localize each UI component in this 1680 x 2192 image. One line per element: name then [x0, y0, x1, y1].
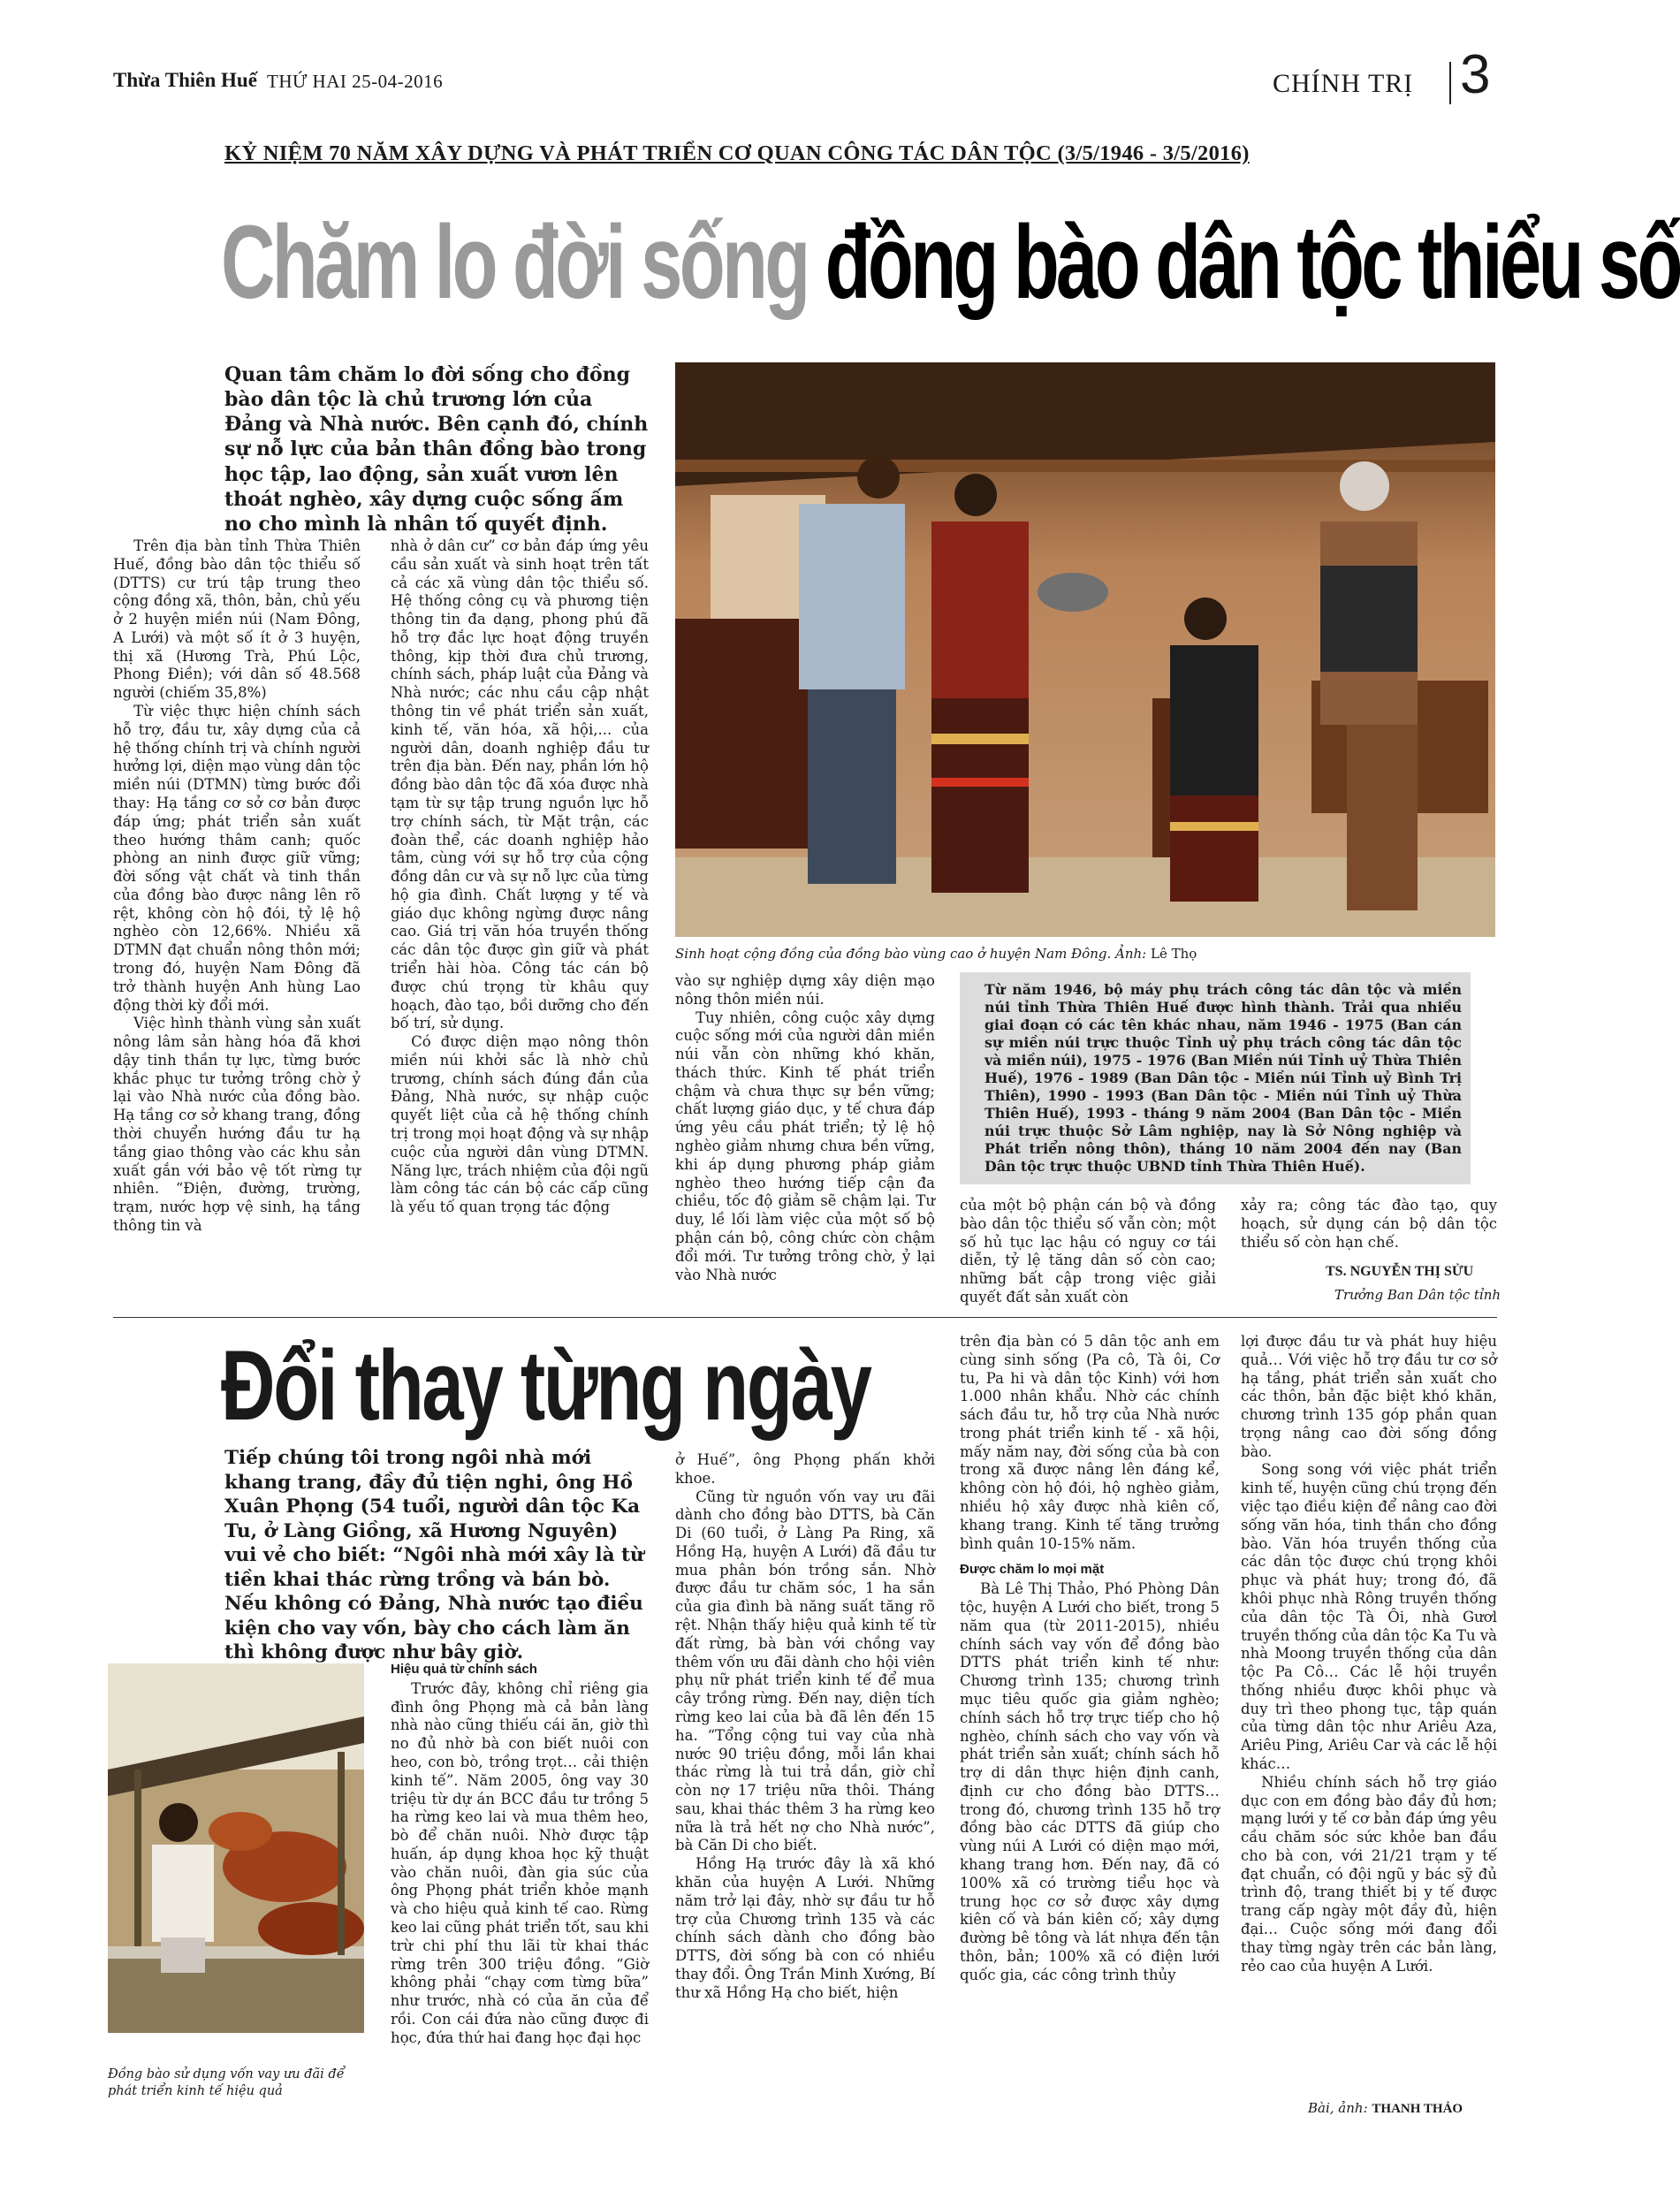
article1-column-3	[675, 972, 935, 1284]
author-title: Trưởng Ban Dân tộc tỉnh	[1334, 1287, 1501, 1303]
headline-part-black: đồng bào dân tộc thiểu số	[825, 204, 1680, 321]
article1-column-5	[1241, 1197, 1497, 1252]
byline-label: Bài, ảnh:	[1308, 2100, 1368, 2116]
paragraph: Hồng Hạ trước đây là xã khó khăn của huyện A Lưới. Những năm trở lại đây, nhờ sự đầu tư hỗ trợ của Chương trình 135 và các chính sách dành cho đồng bào DTTS, đời sống bà con có nhiều thay đổi. Ông Trần Minh Xướng, Bí thư xã Hồng Hạ cho biết, hiện	[675, 1855, 935, 2001]
credit-label: Ảnh:	[1115, 946, 1147, 962]
article2-column-c	[960, 1333, 1220, 1984]
kicker: KỶ NIỆM 70 NĂM XÂY DỰNG VÀ PHÁT TRIỂN CƠ QUAN CÔNG TÁC DÂN TỘC (3/5/1946 - 3/5/2016)	[224, 141, 1250, 165]
article1-headline	[221, 196, 1680, 329]
issue-date: THỨ HAI 25-04-2016	[267, 71, 444, 92]
paragraph: trên địa bàn có 5 dân tộc anh em cùng sinh sống (Pa cô, Tà ôi, Cơ tu, Pa hi và dân tộc Kinh) với hơn 1.000 nhân khẩu. Nhờ các chính sách đầu tư, hỗ trợ của Nhà nước trong phát triển kinh tế - xã hội, mấy năm nay, đời sống của bà con trong xã được nâng lên đáng kể, không còn hộ đói, hộ nghèo giảm, nhiều hộ xây được nhà kiên cố, khang trang. Kinh tế tăng trưởng bình quân 10-15% năm.	[960, 1333, 1220, 1552]
livestock-photo-caption: Đồng bào sử dụng vốn vay ưu đãi để phát triển kinh tế hiệu quả	[108, 2067, 345, 2098]
subhead-hieu-qua: Hiệu quả từ chính sách	[391, 1662, 537, 1677]
paragraph: của một bộ phận cán bộ và đồng bào dân tộc thiểu số vẫn còn; một số hủ tục lạc hậu có nguy cơ tái diễn, tỷ lệ tăng dân số còn cao; những bất cập trong việc giải quyết đất sản xuất còn	[960, 1197, 1216, 1305]
paragraph: vào sự nghiệp dựng xây diện mạo nông thôn miền núi.	[675, 972, 935, 1008]
history-box	[960, 972, 1471, 1184]
credit-name: Lê Thọ	[1151, 946, 1197, 962]
paragraph: Trước đây, không chỉ riêng gia đình ông Phọng mà cả bản làng nhà nào cũng thiếu cái ăn, giờ thì no đủ nhờ bà con biết nuôi con heo, con bò, trồng trọt… cải thiện kinh tế”. Năm 2005, ông vay 30 triệu từ dự án BCC đầu tư trồng 5 ha rừng keo lai và mua thêm heo, bò để chăn nuôi. Nhờ được tập huấn, áp dụng khoa học kỹ thuật vào chăn nuôi, đàn gia súc của ông Phọng phát triển khỏe mạnh và cho hiệu quả kinh tế cao. Rừng keo lai cũng phát triển tốt, sau khi trừ chi phí thu lãi từ khai thác rừng trên 300 triệu đồng. “Giờ không phải “chạy cơm từng bữa” như trước, nhà có của ăn của để rồi. Con cái đứa nào cũng được đi học, đứa thứ hai đang học đại học	[391, 1679, 649, 2046]
paragraph: Trên địa bàn tỉnh Thừa Thiên Huế, đồng bào dân tộc thiểu số (DTTS) cư trú tập trung theo cộng đồng xã, thôn, bản, chủ yếu ở 2 huyện miền núi (Nam Đông, A Lưới) và một số ít ở 3 huyện, thị xã (Hương Trà, Phú Lộc, Phong Điền); với dân số 48.568 người (chiếm 35,8%)	[113, 537, 361, 702]
headline-part-gray: Chăm lo đời sống	[221, 204, 808, 321]
paragraph: Bà Lê Thị Thảo, Phó Phòng Dân tộc, huyện A Lưới cho biết, trong 5 năm qua (từ 2011-2015), nhiều chính sách vay vốn để đồng bào DTTS phát triển kinh tế như: Chương trình 135; chương trình mục tiêu quốc gia giảm nghèo; chính sách hỗ trợ trực tiếp cho hộ nghèo, chính sách cho vay vốn và phát triển sản xuất; chính sách hỗ trợ di dân thực hiện định canh, định cư cho đồng bào DTTS… trong đó, chương trình 135 hỗ trợ đồng bào các DTTS đã giúp cho vùng núi A Lưới có diện mạo mới, khang trang hơn. Đến nay, đã có 100% xã có trường tiểu học và trung học cơ sở được xây dựng kiên cố và bán kiên cố; xây dựng đường bê tông và lát nhựa đến tận thôn, bản; 100% xã có điện lưới quốc gia, các công trình thủy	[960, 1580, 1220, 1983]
page-number: 3	[1460, 44, 1491, 105]
article1-column-1	[113, 537, 361, 1236]
article1-column-4	[960, 1197, 1216, 1307]
community-photo	[675, 362, 1495, 937]
byline-name: THANH THẢO	[1372, 2102, 1463, 2116]
paragraph: Từ việc thực hiện chính sách hỗ trợ, đầu tư, xây dựng của cả hệ thống chính trị và chính người hưởng lợi, diện mạo vùng dân tộc miền núi (DTMN) từng bước đổi thay: Hạ tầng cơ sở cơ bản được đáp ứng; phát triển sản xuất theo hướng thâm canh; quốc phòng an ninh được giữ vững; đời sống vật chất và tinh thần của đồng bào được nâng lên rõ rệt, không còn hộ đói, tỷ lệ hộ nghèo còn 12,66%. Nhiều xã DTMN đạt chuẩn nông thôn mới; trong đó, huyện Nam Đông đã trở thành huyện Anh hùng Lao động thời kỳ đổi mới.	[113, 703, 361, 1014]
article2-byline	[1308, 2100, 1463, 2117]
masthead: Thừa Thiên Huế	[113, 69, 257, 91]
article2-column-d	[1241, 1333, 1497, 1975]
paragraph: xảy ra; công tác đào tạo, quy hoạch, sử dụng cán bộ dân tộc thiểu số còn hạn chế.	[1241, 1197, 1497, 1251]
livestock-photo-illustration	[108, 1663, 364, 2033]
paragraph: nhà ở dân cư” cơ bản đáp ứng yêu cầu sản xuất và sinh hoạt trên tất cả các xã vùng dân tộc thiểu số. Hệ thống công cụ và phương tiện thông tin đa dạng, phong phú đã hỗ trợ đắc lực hoạt động truyền thông, kịp thời đưa chủ trương, chính sách, pháp luật của Đảng và Nhà nước; các nhu cầu cập nhật thông tin về phát triển sản xuất, kinh tế, văn hóa, xã hội,... của người dân, doanh nghiệp đầu tư trên địa bàn. Đến nay, phần lớn hộ đồng bào dân tộc đã xóa được nhà tạm từ sự tập trung nguồn lực hỗ trợ chính sách, từ Mặt trận, các đoàn thể, các doanh nghiệp hảo tâm, cùng với sự hỗ trợ của cộng đồng dân cư và sự nỗ lực của từng hộ gia đình. Chất lượng y tế và giáo dục không ngừng được nâng cao. Giá trị văn hóa truyền thống các dân tộc được gìn giữ và phát triển hài hòa. Công tác cán bộ được chú trọng từ khâu quy hoạch, đào tạo, bồi dưỡng cho đến bố trí, sử dụng.	[391, 537, 649, 1032]
subhead-cham-lo: Được chăm lo mọi mặt	[960, 1562, 1105, 1578]
article-divider	[113, 1317, 1497, 1318]
paragraph: ở Huế”, ông Phọng phấn khởi khoe.	[675, 1451, 935, 1487]
article1-lede: Quan tâm chăm lo đời sống cho đồng bào dân tộc là chủ trương lớn của Đảng và Nhà nước. Bên cạnh đó, chính sự nỗ lực của bản thân đồng bào trong học tập, lao động, sản xuất vươn lên thoát nghèo, xây dựng cuộc sống ấm no cho mình là nhân tố quyết định.	[224, 363, 649, 536]
paragraph: Việc hình thành vùng sản xuất nông lâm sản hàng hóa đã khơi dậy tinh thần tự lực, từng bước khắc phục tư tưởng trông chờ ỷ lại vào Nhà nước của đồng bào. Hạ tầng cơ sở khang trang, đồng thời chuyển hướng đầu tư hạ tầng giao thông vào các khu sản xuất gắn với bảo vệ tốt rừng tự nhiên. “Điện, đường, trường, trạm, nước hợp vệ sinh, hạ tầng thông tin và	[113, 1015, 361, 1234]
article2-headline: Đổi thay từng ngày	[221, 1330, 870, 1441]
livestock-photo	[108, 1663, 364, 2033]
community-photo-caption	[675, 946, 1495, 963]
article2-lede: Tiếp chúng tôi trong ngôi nhà mới khang trang, đầy đủ tiện nghi, ông Hồ Xuân Phọng (54 tuổi, người dân tộc Ka Tu, ở Làng Giồng, xã Hương Nguyên) vui vẻ cho biết: “Ngôi nhà mới xây là từ tiền khai thác rừng trồng và bán bò. Nếu không có Đảng, Nhà nước tạo điều kiện cho vay vốn, bày cho cách làm ăn thì không được như bây giờ.	[224, 1447, 644, 1664]
paragraph: Tuy nhiên, công cuộc xây dựng cuộc sống mới của người dân miền núi vẫn còn những khó khăn, thách thức. Kinh tế phát triển chậm và chưa thực sự bền vững; chất lượng giáo dục, y tế chưa đáp ứng yêu cầu phát triển; tỷ lệ hộ nghèo giảm nhưng chưa bền vững, khi áp dụng phương pháp giảm nghèo theo hướng tiếp cận đa chiều, tốc độ giảm sẽ chậm lại. Tư duy, lề lối làm việc của một số bộ phận cán bộ, công chức còn chậm đổi mới. Tư tưởng trông chờ, ỷ lại vào Nhà nước	[675, 1008, 935, 1283]
article1-column-2	[391, 537, 649, 1217]
community-photo-illustration	[675, 362, 1495, 937]
paragraph: lợi được đầu tư và phát huy hiệu quả… Với việc hỗ trợ đầu tư cơ sở hạ tầng, phát triển sản xuất cho các thôn, bản đặc biệt khó khăn, chương trình 135 góp phần quan trọng nâng cao đời sống đồng bào.	[1241, 1333, 1497, 1460]
section-name: CHÍNH TRỊ	[1273, 69, 1414, 98]
article2-column-b	[675, 1451, 935, 2002]
paragraph: Nhiều chính sách hỗ trợ giáo dục con em đồng bào đầy đủ hơn; mạng lưới y tế cơ bản đáp ứng yêu cầu chăm sóc sức khỏe ban đầu cho bà con, với 21/21 trạm y tế đạt chuẩn, có đội ngũ y bác sỹ đủ trình độ, trang thiết bị y tế được trang cấp ngày một đầy đủ, hiện đại… Cuộc sống mới đang đổi thay từng ngày trên các bản làng, rẻo cao của huyện A Lưới.	[1241, 1773, 1497, 1975]
paragraph: Cũng từ nguồn vốn vay ưu đãi dành cho đồng bào DTTS, bà Căn Di (60 tuổi, ở Làng Pa Ring, xã Hồng Hạ, huyện A Lưới) đã đầu tư mua phân bón trồng sắn. Nhờ được đầu tư chăm sóc, 1 ha sắn của gia đình bà năng suất tăng rõ rệt. Nhận thấy hiệu quả kinh tế từ đất rừng, bà bàn với chồng vay thêm vốn ưu đãi dành cho hội viên phụ nữ phát triển kinh tế để mua cây trồng rừng. Đến nay, diện tích rừng keo lai của bà đã lên đến 15 ha. “Tổng cộng tui vay của nhà nước 90 triệu đồng, mỗi lần khai thác rừng là tui trả dần, giờ chỉ còn nợ 17 triệu nữa thôi. Tháng sau, khai thác thêm 3 ha rừng keo nữa là trả hết nợ cho Nhà nước”, bà Căn Di cho biết.	[675, 1488, 935, 1854]
article2-column-a	[391, 1658, 649, 2048]
paragraph: Song song với việc phát triển kinh tế, huyện cũng chú trọng đến việc tạo điều kiện để nâng cao đời sống văn hóa, tinh thần cho đồng bào. Văn hóa truyền thống của các dân tộc được chú trọng khôi phục và phát huy; trong đó, đã khôi phục nhà Rông truyền thống của dân tộc Tà Ôi, nhà Gươl truyền thống của dân tộc Ka Tu và nhà Moong truyền thống của dân tộc Pa Cô… Các lễ hội truyền thống nhiều được khôi phục và duy trì theo phong tục, tập quán của từng dân tộc như Ariêu Aza, Ariêu Ping, Ariêu Car và các lễ hội khác…	[1241, 1461, 1497, 1772]
caption-text: Sinh hoạt cộng đồng của đồng bào vùng cao ở huyện Nam Đông.	[675, 946, 1112, 962]
history-box-text: Từ năm 1946, bộ máy phụ trách công tác dân tộc và miền núi tỉnh Thừa Thiên Huế được hình thành. Trải qua nhiều giai đoạn có các tên khác nhau, năm 1946 - 1975 (Ban cán sự miền núi trực thuộc Tỉnh uỷ phụ trách công tác dân tộc và miền núi), 1975 - 1976 (Ban Miền núi Tỉnh uỷ Thừa Thiên Huế), 1976 - 1989 (Ban Dân tộc - Miền núi Tỉnh uỷ Bình Trị Thiên), 1990 - 1993 (Ban Dân tộc - Miền núi Tỉnh uỷ Thừa Thiên Huế), 1993 - tháng 9 năm 2004 (Ban Dân tộc - Miền núi trực thuộc Sở Lâm nghiệp, nay là Sở Nông nghiệp và Phát triển nông thôn), tháng 10 năm 2004 đến nay (Ban Dân tộc trực thuộc UBND tỉnh Thừa Thiên Huế).	[984, 981, 1462, 1176]
paragraph: Có được diện mạo nông thôn miền núi khởi sắc là nhờ chủ trương, chính sách đúng đắn của Đảng, Nhà nước, sự nhập cuộc quyết liệt của cả hệ thống chính trị trong mọi hoạt động và sự nhập cuộc của người dân vùng DTMN. Năng lực, trách nhiệm của đội ngũ làm công tác cán bộ các cấp cũng là yếu tố quan trọng tác động	[391, 1033, 649, 1216]
section-divider	[1449, 62, 1451, 104]
author-name: TS. NGUYỄN THỊ SỬU	[1326, 1264, 1474, 1279]
